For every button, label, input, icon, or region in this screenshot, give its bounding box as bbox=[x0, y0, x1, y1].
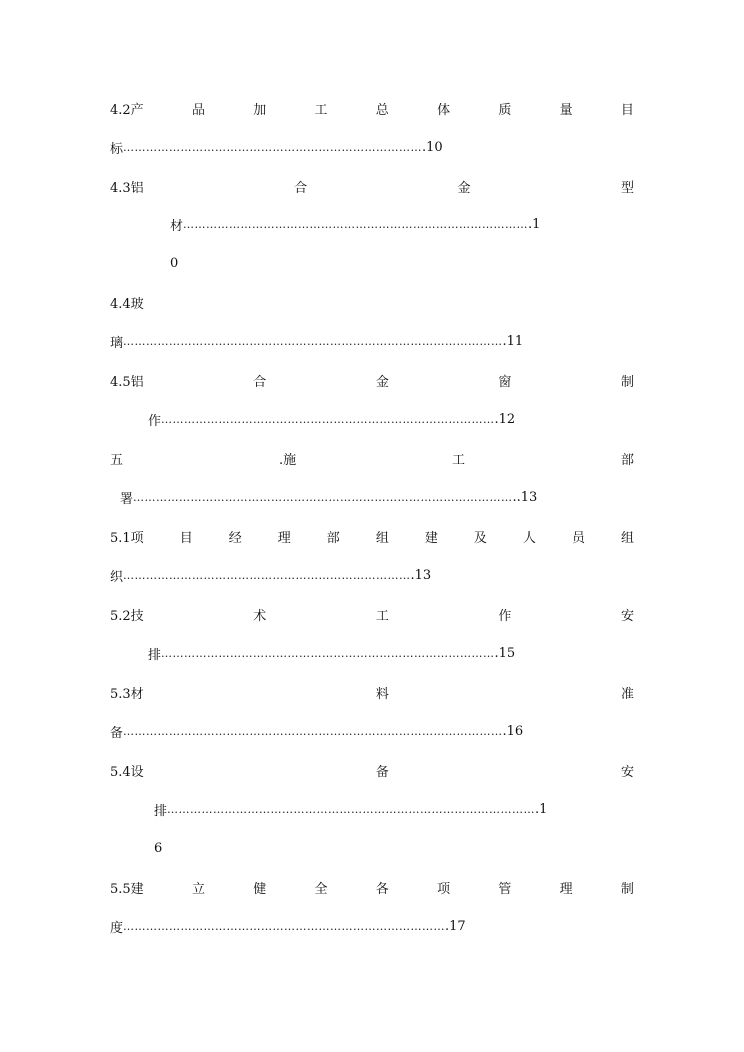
toc-page-number: .1 bbox=[528, 216, 541, 232]
toc-entry-5-3-heading bbox=[110, 682, 634, 702]
toc-char: 5.3材 bbox=[110, 686, 144, 702]
toc-page-number: .17 bbox=[445, 918, 466, 934]
toc-char: 健 bbox=[253, 881, 267, 897]
toc-entry-4-3-wrap bbox=[170, 253, 270, 273]
dot-leader: ……………………………………………………………………………… bbox=[183, 217, 529, 231]
toc-char: 部 bbox=[326, 530, 340, 546]
toc-char: 4.5铝 bbox=[110, 374, 144, 390]
toc-entry-4-2-heading bbox=[110, 98, 634, 118]
toc-char: 理 bbox=[277, 530, 291, 546]
toc-page-number-wrap: 6 bbox=[154, 840, 163, 856]
toc-char: 员 bbox=[571, 530, 585, 546]
toc-char: 全 bbox=[314, 881, 328, 897]
toc-page-number: .11 bbox=[502, 333, 524, 349]
toc-char: 4.3铝 bbox=[110, 180, 144, 196]
toc-tail-text: 璃 bbox=[110, 335, 124, 351]
toc-entry-4-3-heading bbox=[110, 176, 634, 196]
toc-char: 4.4玻 bbox=[110, 296, 144, 312]
toc-tail-text: 作 bbox=[148, 413, 162, 429]
toc-entry-4-4-heading bbox=[110, 292, 634, 312]
toc-entry-5-4-leader[interactable] bbox=[154, 799, 634, 819]
toc-char: 及 bbox=[473, 530, 487, 546]
toc-char: 料 bbox=[375, 686, 389, 702]
toc-char: 品 bbox=[191, 102, 205, 118]
toc-char: 金 bbox=[375, 374, 389, 390]
toc-char: 建 bbox=[424, 530, 438, 546]
toc-char: 加 bbox=[253, 102, 267, 118]
toc-entry-5-5-leader[interactable] bbox=[110, 916, 634, 936]
toc-page-number-wrap: 0 bbox=[170, 255, 179, 271]
dot-leader: ……………………………………………………………………………………… bbox=[123, 724, 503, 738]
toc-char: 5.1项 bbox=[110, 530, 144, 546]
toc-page-number: .15 bbox=[494, 645, 516, 661]
toc-char: 型 bbox=[620, 180, 634, 196]
toc-char: 合 bbox=[253, 374, 267, 390]
dot-leader: …………………………………………………………………… bbox=[123, 140, 423, 154]
dot-leader: ………………………………………………………………………… bbox=[123, 919, 446, 933]
toc-char: 准 bbox=[620, 686, 634, 702]
toc-entry-5-3-leader[interactable] bbox=[110, 721, 634, 741]
toc-char: 4.2产 bbox=[110, 102, 144, 118]
toc-char: 组 bbox=[375, 530, 389, 546]
toc-entry-4-2-leader[interactable] bbox=[110, 137, 634, 157]
toc-entry-5-4-heading bbox=[110, 760, 634, 780]
toc-page-number: ..13 bbox=[512, 489, 538, 505]
toc-entry-4-3-leader[interactable] bbox=[170, 214, 634, 234]
toc-entry-5-leader[interactable] bbox=[120, 487, 634, 507]
toc-char: 5.5建 bbox=[110, 881, 144, 897]
toc-char: 目 bbox=[179, 530, 193, 546]
toc-entry-5-2-heading bbox=[110, 604, 634, 624]
toc-char: 总 bbox=[375, 102, 389, 118]
dot-leader: ……………………………………………………………………………………… bbox=[133, 490, 513, 504]
toc-char: 制 bbox=[620, 881, 634, 897]
toc-char: 工 bbox=[375, 608, 389, 624]
toc-char: 安 bbox=[620, 764, 634, 780]
toc-char: 量 bbox=[559, 102, 573, 118]
toc-char: 窗 bbox=[498, 374, 512, 390]
toc-entry-5-heading bbox=[110, 448, 634, 468]
toc-char: 各 bbox=[375, 881, 389, 897]
toc-page-number: .16 bbox=[502, 723, 524, 739]
toc-char: 人 bbox=[522, 530, 536, 546]
toc-tail-text: 备 bbox=[110, 725, 124, 741]
toc-char: 管 bbox=[498, 881, 512, 897]
toc-char: 立 bbox=[191, 881, 205, 897]
toc-char: 工 bbox=[314, 102, 328, 118]
toc-char: 体 bbox=[437, 102, 451, 118]
toc-page-number: .13 bbox=[410, 567, 432, 583]
toc-entry-4-5-heading bbox=[110, 370, 634, 390]
toc-char: 项 bbox=[437, 881, 451, 897]
toc-char: 安 bbox=[620, 608, 634, 624]
toc-char: 五 bbox=[110, 452, 124, 468]
toc-char: 备 bbox=[375, 764, 389, 780]
toc-entry-5-5-heading bbox=[110, 877, 634, 897]
toc-tail-text: 排 bbox=[154, 803, 168, 819]
toc-char: 组 bbox=[620, 530, 634, 546]
toc-char: 制 bbox=[620, 374, 634, 390]
toc-tail-text: 排 bbox=[148, 647, 162, 663]
toc-char: .施 bbox=[278, 452, 297, 468]
toc-entry-5-2-leader[interactable] bbox=[148, 643, 634, 663]
toc-page-number: .12 bbox=[494, 411, 516, 427]
toc-entry-4-5-leader[interactable] bbox=[148, 409, 634, 429]
dot-leader: …………………………………………………………………………… bbox=[161, 412, 495, 426]
toc-entry-5-4-wrap bbox=[154, 838, 254, 858]
toc-char: 部 bbox=[620, 452, 634, 468]
toc-char: 5.2技 bbox=[110, 608, 144, 624]
toc-entry-4-4-leader[interactable] bbox=[110, 331, 634, 351]
toc-page-number: .10 bbox=[422, 139, 443, 155]
toc-entry-5-1-leader[interactable] bbox=[110, 565, 634, 585]
toc-char: 术 bbox=[253, 608, 267, 624]
toc-char: 经 bbox=[228, 530, 242, 546]
toc-char: 合 bbox=[294, 180, 308, 196]
toc-tail-text: 织 bbox=[110, 569, 124, 585]
toc-char: 理 bbox=[559, 881, 573, 897]
dot-leader: ………………………………………………………………… bbox=[123, 568, 411, 582]
toc-char: 质 bbox=[498, 102, 512, 118]
toc-page-number: .1 bbox=[535, 801, 548, 817]
toc-tail-text: 材 bbox=[170, 218, 184, 234]
toc-char: 工 bbox=[452, 452, 466, 468]
toc-char: 作 bbox=[498, 608, 512, 624]
toc-entry-5-1-heading bbox=[110, 526, 634, 546]
toc-tail-text: 度 bbox=[110, 920, 124, 936]
toc-tail-text: 标 bbox=[110, 141, 124, 157]
dot-leader: …………………………………………………………………………………… bbox=[167, 802, 536, 816]
dot-leader: …………………………………………………………………………… bbox=[161, 646, 495, 660]
dot-leader: ……………………………………………………………………………………… bbox=[123, 334, 503, 348]
toc-tail-text: 署 bbox=[120, 491, 134, 507]
toc-char: 5.4设 bbox=[110, 764, 144, 780]
toc-char: 目 bbox=[620, 102, 634, 118]
toc-char: 金 bbox=[457, 180, 471, 196]
